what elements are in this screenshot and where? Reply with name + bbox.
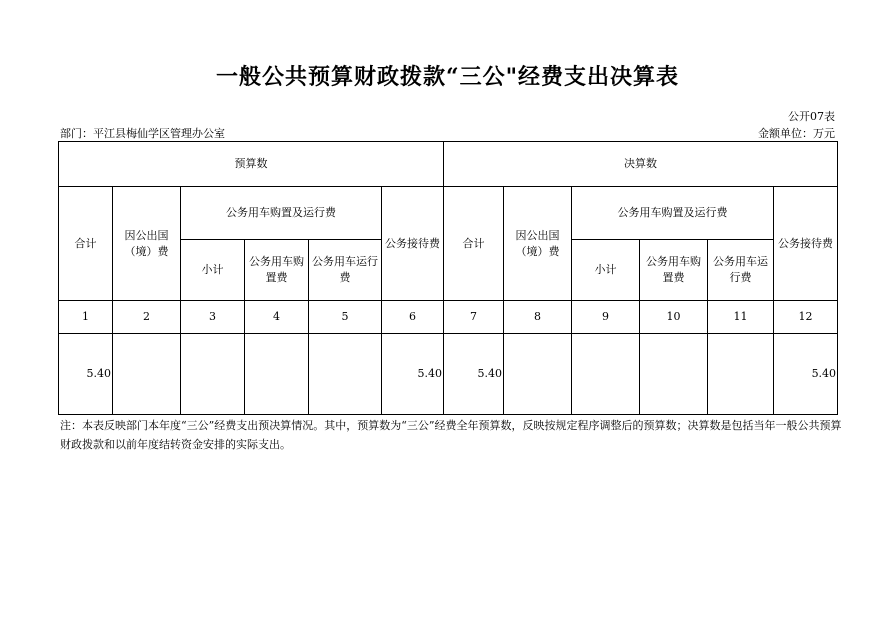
final-subtotal-header: 小计 — [572, 240, 640, 301]
value-cell — [245, 334, 309, 415]
value-cell: 5.40 — [774, 334, 838, 415]
value-cell: 5.40 — [444, 334, 504, 415]
column-number: 9 — [572, 301, 640, 334]
value-cell: 5.40 — [382, 334, 444, 415]
table-note: 注：本表反映部门本年度“三公”经费支出预决算情况。其中，预算数为“三公”经费全年预算数，反映按规定程序调整后的预算数；决算数是包括当年一般公共预算财政拨款和以前年度结转资金安排的实际支出。 — [60, 419, 842, 451]
department-label: 部门：平江县梅仙学区管理办公室 — [60, 127, 225, 140]
budget-abroad-header: 因公出国（境）费 — [113, 187, 181, 301]
final-reception-header: 公务接待费 — [774, 187, 838, 301]
report-title: 一般公共预算财政拨款“三公"经费支出决算表 — [215, 64, 680, 90]
column-number-row — [59, 301, 838, 334]
final-abroad-header: 因公出国（境）费 — [504, 187, 572, 301]
final-vehicle-purchase-header: 公务用车购置费 — [640, 240, 708, 301]
budget-group-header: 预算数 — [59, 142, 444, 187]
column-number: 6 — [382, 301, 444, 334]
column-number: 11 — [708, 301, 774, 334]
final-vehicle-operation-header: 公务用车运行费 — [708, 240, 774, 301]
column-number: 2 — [113, 301, 181, 334]
budget-total-header: 合计 — [59, 187, 113, 301]
expense-table — [58, 141, 838, 415]
data-row — [59, 334, 838, 415]
budget-vehicle-group-header: 公务用车购置及运行费 — [181, 187, 382, 240]
column-number: 10 — [640, 301, 708, 334]
amount-unit-label: 金额单位：万元 — [758, 127, 835, 140]
column-number: 3 — [181, 301, 245, 334]
column-number: 7 — [444, 301, 504, 334]
value-cell — [640, 334, 708, 415]
column-number: 5 — [309, 301, 382, 334]
final-group-header: 决算数 — [444, 142, 838, 187]
budget-subtotal-header: 小计 — [181, 240, 245, 301]
final-vehicle-group-header: 公务用车购置及运行费 — [572, 187, 774, 240]
value-cell — [181, 334, 245, 415]
value-cell — [504, 334, 572, 415]
value-cell — [572, 334, 640, 415]
column-number: 4 — [245, 301, 309, 334]
value-cell — [113, 334, 181, 415]
final-total-header: 合计 — [444, 187, 504, 301]
value-cell — [708, 334, 774, 415]
value-cell: 5.40 — [59, 334, 113, 415]
budget-vehicle-purchase-header: 公务用车购置费 — [245, 240, 309, 301]
value-cell — [309, 334, 382, 415]
table-code: 公开07表 — [788, 110, 835, 123]
column-number: 8 — [504, 301, 572, 334]
column-number: 12 — [774, 301, 838, 334]
budget-vehicle-operation-header: 公务用车运行费 — [309, 240, 382, 301]
budget-reception-header: 公务接待费 — [382, 187, 444, 301]
column-number: 1 — [59, 301, 113, 334]
